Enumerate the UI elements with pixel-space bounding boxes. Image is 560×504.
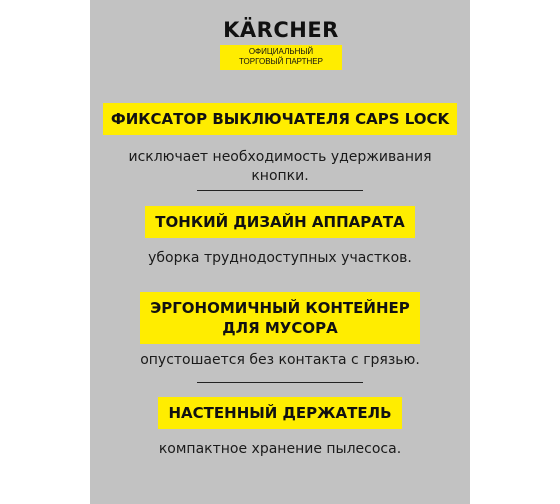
feature-title-text: ФИКСАТОР ВЫКЛЮЧАТЕЛЯ CAPS LOCK (110, 110, 450, 128)
feature-description-text: кнопки. (251, 168, 309, 184)
brand-name: KÄRCHER (223, 18, 339, 42)
feature-description-text: исключает необходимость удерживания (128, 149, 432, 165)
feature-title-slim-design (90, 206, 470, 238)
feature-description-text: компактное хранение пылесоса. (158, 441, 402, 457)
feature-description-text: уборка труднодоступных участков. (148, 250, 412, 266)
feature-description-text: опустошается без контакта с грязью. (140, 352, 420, 368)
feature-description-wall-holder (90, 440, 470, 459)
feature-title-wall-holder (90, 397, 470, 429)
divider (197, 190, 363, 191)
feature-card (90, 0, 470, 504)
feature-description-caps-lock (90, 148, 470, 186)
feature-title-caps-lock (90, 103, 470, 135)
feature-title-text: ДЛЯ МУСОРА (222, 319, 338, 337)
feature-title-pill (140, 292, 419, 344)
feature-title-text: ТОНКИЙ ДИЗАЙН АППАРАТА (155, 213, 405, 231)
feature-title-pill (158, 397, 401, 429)
feature-description-slim-design (90, 249, 470, 268)
partner-badge-line: ТОРГОВЫЙ ПАРТНЕР (239, 57, 323, 66)
divider (197, 382, 363, 383)
feature-title-pill (145, 206, 414, 238)
feature-title-pill (103, 103, 457, 135)
feature-title-text: ЭРГОНОМИЧНЫЙ КОНТЕЙНЕР (150, 299, 410, 317)
partner-badge-line: ОФИЦИАЛЬНЫЙ (248, 47, 314, 56)
partner-badge (220, 45, 342, 70)
feature-title-container (90, 292, 470, 344)
feature-title-text: НАСТЕННЫЙ ДЕРЖАТЕЛЬ (168, 404, 392, 422)
feature-description-container (90, 351, 470, 370)
brand-logo (220, 18, 342, 70)
